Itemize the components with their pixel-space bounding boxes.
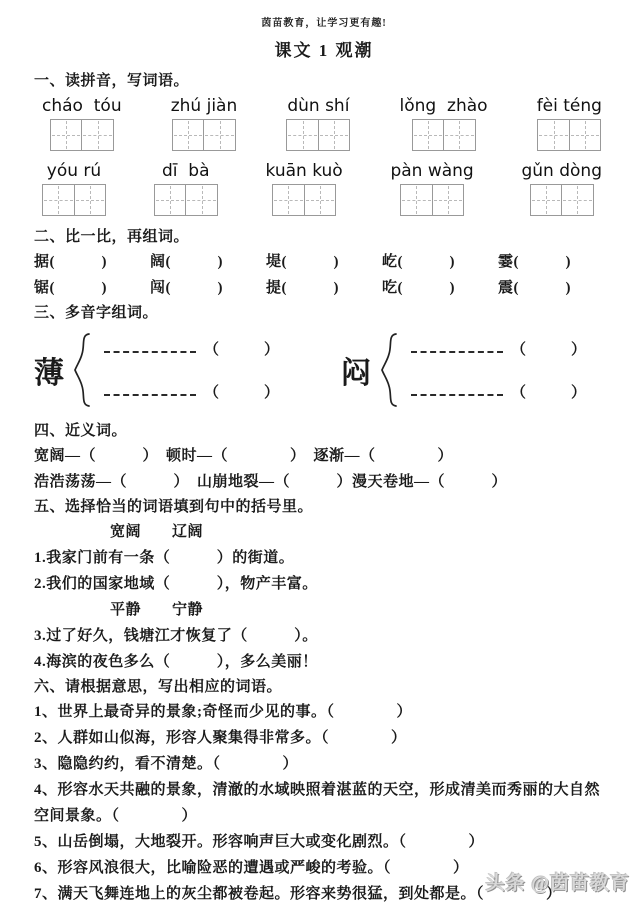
blank-parens: ( ) xyxy=(165,280,224,296)
writing-grid xyxy=(286,119,350,151)
blank-parens: （ ） xyxy=(511,342,587,358)
compare-pair xyxy=(498,275,614,301)
writing-grid xyxy=(154,184,218,216)
section-1-heading: 一、读拼音，写词语。 xyxy=(34,73,190,89)
polyphone-line xyxy=(104,381,279,402)
pinyin-item xyxy=(390,160,473,216)
polyphone-lines xyxy=(104,338,279,402)
blank-parens: ( ) xyxy=(49,254,108,270)
word-bank-1: 宽阔 辽阔 xyxy=(110,524,204,540)
blank-parens: ( ) xyxy=(397,280,456,296)
pinyin-item xyxy=(42,95,122,151)
pinyin-label: zhú jiàn xyxy=(170,96,238,116)
meaning-item: 2、人群如山似海，形容人聚集得非常多。（ ） xyxy=(34,730,407,746)
writing-grid xyxy=(42,184,106,216)
compare-char: 屹 xyxy=(382,254,398,270)
grid-cell xyxy=(401,185,432,215)
pinyin-label: cháo tóu xyxy=(42,96,122,116)
writing-grid xyxy=(400,184,464,216)
synonym-line: 浩浩荡荡—（ ） 山崩地裂—（ ）漫天卷地—（ ） xyxy=(34,474,508,490)
meaning-item: 1、世界上最奇异的景象;奇怪而少见的事。（ ） xyxy=(34,704,412,720)
pinyin-item xyxy=(42,160,106,216)
section-6-heading: 六、请根据意思，写出相应的词语。 xyxy=(34,679,283,695)
grid-cell xyxy=(413,120,444,150)
compare-row-2 xyxy=(34,275,614,301)
compare-row-1 xyxy=(34,249,614,275)
polyphone-group xyxy=(341,331,586,409)
compare-pair xyxy=(266,275,382,301)
pinyin-label: yóu rú xyxy=(46,161,102,181)
meaning-item: 7、满天飞舞连地上的灰尘都被卷起。形容来势很猛，到处都是。（ ） xyxy=(34,886,562,902)
watermark: 头条 @茵苗教育 xyxy=(485,873,630,894)
grid-cell xyxy=(287,120,318,150)
polyphone-line xyxy=(411,338,586,359)
compare-pair xyxy=(34,275,150,301)
grid-cell xyxy=(443,120,475,150)
writing-grid xyxy=(50,119,114,151)
polyphone-char: 薄 xyxy=(34,357,64,390)
fill-item: 4.海滨的夜色多么（ ），多么美丽！ xyxy=(34,654,318,670)
grid-cell xyxy=(51,120,82,150)
blank-parens: ( ) xyxy=(281,280,340,296)
compare-char: 堤 xyxy=(266,254,282,270)
grid-cell xyxy=(538,120,569,150)
meaning-item: 5、山岳倒塌，大地裂开。形容响声巨大或变化剧烈。（ ） xyxy=(34,834,485,850)
polyphone-section xyxy=(34,331,614,409)
pinyin-item xyxy=(521,160,602,216)
meaning-item: 3、隐隐约约，看不清楚。（ ） xyxy=(34,756,299,772)
polyphone-line xyxy=(411,381,586,402)
compare-pair xyxy=(150,275,266,301)
writing-grid xyxy=(412,119,476,151)
pinyin-label: kuān kuò xyxy=(265,161,343,181)
section-4-heading: 四、近义词。 xyxy=(34,423,128,439)
polyphone-line xyxy=(104,338,279,359)
blank-parens: ( ) xyxy=(49,280,108,296)
compare-pair xyxy=(382,275,498,301)
pinyin-item xyxy=(286,95,350,151)
blank-parens: ( ) xyxy=(165,254,224,270)
pinyin-row-2 xyxy=(34,160,614,216)
grid-cell xyxy=(173,120,204,150)
word-bank-2: 平静 宁静 xyxy=(110,602,204,618)
curly-brace xyxy=(72,331,92,409)
writing-grid xyxy=(530,184,594,216)
page-title: 课文 1 观潮 xyxy=(274,41,374,60)
writing-grid xyxy=(272,184,336,216)
curly-brace xyxy=(379,331,399,409)
grid-cell xyxy=(155,185,186,215)
pinyin-item xyxy=(171,95,238,151)
blank-parens: （ ） xyxy=(204,342,280,358)
pinyin-label: pàn wàng xyxy=(390,161,474,181)
fill-item: 1.我家门前有一条（ ）的街道。 xyxy=(34,550,295,566)
polyphone-lines xyxy=(411,338,586,402)
compare-char: 阔 xyxy=(150,254,166,270)
polyphone-char: 闷 xyxy=(341,357,372,390)
grid-cell xyxy=(203,120,235,150)
grid-cell xyxy=(74,185,106,215)
grid-cell xyxy=(569,120,601,150)
compare-pair xyxy=(150,249,266,275)
pinyin-item xyxy=(400,95,488,151)
section-3-heading: 三、多音字组词。 xyxy=(34,305,159,321)
pinyin-item xyxy=(154,160,218,216)
polyphone-group xyxy=(34,331,279,409)
dash-line xyxy=(104,394,196,396)
blank-parens: ( ) xyxy=(281,254,340,270)
compare-char: 闯 xyxy=(150,280,166,296)
compare-char: 震 xyxy=(498,280,514,296)
blank-parens: ( ) xyxy=(513,280,572,296)
compare-char: 霎 xyxy=(498,254,514,270)
blank-parens: ( ) xyxy=(513,254,572,270)
compare-pair xyxy=(498,249,614,275)
meaning-item: 6、形容风浪很大，比喻险恶的遭遇或严峻的考验。（ ） xyxy=(34,860,469,876)
dash-line xyxy=(411,394,503,396)
grid-cell xyxy=(531,185,562,215)
section-5-heading: 五、选择恰当的词语填到句中的括号里。 xyxy=(34,499,314,515)
fill-item: 3.过了好久，钱塘江才恢复了（ ）。 xyxy=(34,628,318,644)
grid-cell xyxy=(81,120,113,150)
compare-pair xyxy=(266,249,382,275)
writing-grid xyxy=(537,119,601,151)
grid-cell xyxy=(561,185,593,215)
compare-char: 提 xyxy=(266,280,282,296)
compare-char: 锯 xyxy=(34,280,50,296)
pinyin-label: gǔn dòng xyxy=(521,161,602,181)
dash-line xyxy=(411,351,503,353)
blank-parens: （ ） xyxy=(204,385,280,401)
synonym-line: 宽阔—（ ） 顿时—（ ） 逐渐—（ ） xyxy=(34,448,454,464)
grid-cell xyxy=(432,185,464,215)
brand-header: 茵苗教育，让学习更有趣! xyxy=(261,18,387,29)
compare-pair xyxy=(382,249,498,275)
pinyin-label: fèi téng xyxy=(536,96,602,116)
pinyin-row-1 xyxy=(34,95,614,151)
pinyin-item xyxy=(266,160,343,216)
pinyin-label: dī bà xyxy=(161,161,210,181)
compare-pair xyxy=(34,249,150,275)
grid-cell xyxy=(185,185,217,215)
dash-line xyxy=(104,351,196,353)
grid-cell xyxy=(304,185,336,215)
blank-parens: （ ） xyxy=(511,385,587,401)
meaning-item: 4、形容水天共融的景象，清澈的水域映照着湛蓝的天空，形成清美而秀丽的大自然空间景象。（ ） xyxy=(34,782,601,824)
grid-cell xyxy=(273,185,304,215)
fill-item: 2.我们的国家地域（ ），物产丰富。 xyxy=(34,576,318,592)
writing-grid xyxy=(172,119,236,151)
compare-char: 吃 xyxy=(382,280,398,296)
pinyin-label: dùn shí xyxy=(287,96,350,116)
pinyin-item xyxy=(537,95,602,151)
section-2-heading: 二、比一比，再组词。 xyxy=(34,229,190,245)
grid-cell xyxy=(318,120,350,150)
grid-cell xyxy=(43,185,74,215)
blank-parens: ( ) xyxy=(397,254,456,270)
compare-char: 据 xyxy=(34,254,50,270)
pinyin-label: lǒng zhào xyxy=(399,96,488,116)
